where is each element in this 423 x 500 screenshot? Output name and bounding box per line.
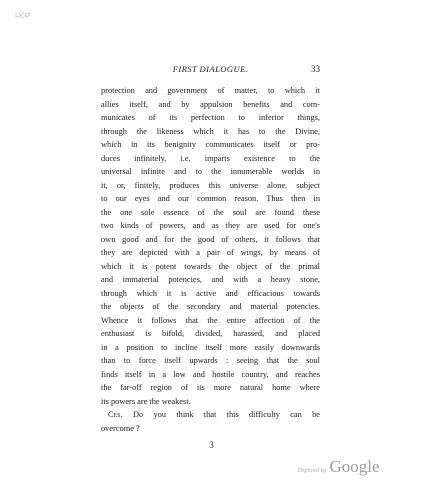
text-line: enthusiast is bifold, divided, harassed, and placed (101, 329, 320, 338)
text-line: to our eyes and our common reason. Thus then in (101, 194, 320, 203)
text-line: through the likeness which it has to the Divine, (101, 126, 320, 136)
text-line: protection and government of matter, to which it (101, 86, 320, 95)
watermark-logo: Google (329, 457, 380, 476)
signature-mark: 3 (209, 440, 214, 450)
text-line: the one sole essence of the soul are found these (101, 207, 320, 217)
digitized-watermark (298, 457, 379, 477)
body-text (101, 84, 320, 435)
text-line: own good and for the good of others, it follows that (101, 234, 320, 244)
running-title: FIRST DIALOGUE. (172, 64, 249, 74)
page-number: 33 (311, 64, 320, 74)
text-line: it, or, finitely, produces this universe alone, subject (101, 180, 320, 190)
text-line: the far-off region of its more natural home where (101, 383, 320, 392)
text-line: which in its benignity communicates itself or pro- (101, 140, 320, 149)
text-line: in a position to incline itself more easily downwards (101, 342, 320, 352)
text-line: than to force itself upwards : seeing that the soul (101, 356, 320, 365)
text-line: allies itself, and by appulsion benefits and com- (101, 99, 320, 109)
text-line: finds itself in a low and hostile country, and reaches (101, 369, 320, 379)
running-head (101, 64, 320, 76)
text-line: its powers are the weakest. (101, 396, 191, 406)
question-line-end: overcome ? (101, 423, 140, 433)
speaker-label: Ces. (108, 410, 123, 419)
text-line: through which it is active and efficacious towards (101, 288, 320, 298)
library-stamp: ಭ್ಗಾ‍ಿಫ್ (15, 11, 32, 19)
text-line: duces infinitely, i.e. imparts existence to the (101, 153, 320, 163)
text-line: two kinds of powers, and as they are used for one's (101, 221, 320, 230)
text-line: universal infinite and to the innumerable worlds in (101, 167, 320, 176)
text-line: which it is potent towards the object of the primal (101, 261, 320, 271)
question-text: Do you think that this difficulty can be (132, 410, 320, 419)
text-line: and immaterial potencies, and with a heavy stone, (101, 275, 320, 284)
question-line (101, 408, 320, 422)
watermark-prefix: Digitized by (298, 468, 327, 474)
text-line: the objects of the secondary and material potencies. (101, 302, 320, 311)
text-line: municates of its perfection to inferior things, (101, 113, 320, 122)
text-line: Whence it follows that the entire affection of the (101, 315, 320, 325)
text-line: they are depicted with a pair of wings, by means of (101, 248, 320, 257)
